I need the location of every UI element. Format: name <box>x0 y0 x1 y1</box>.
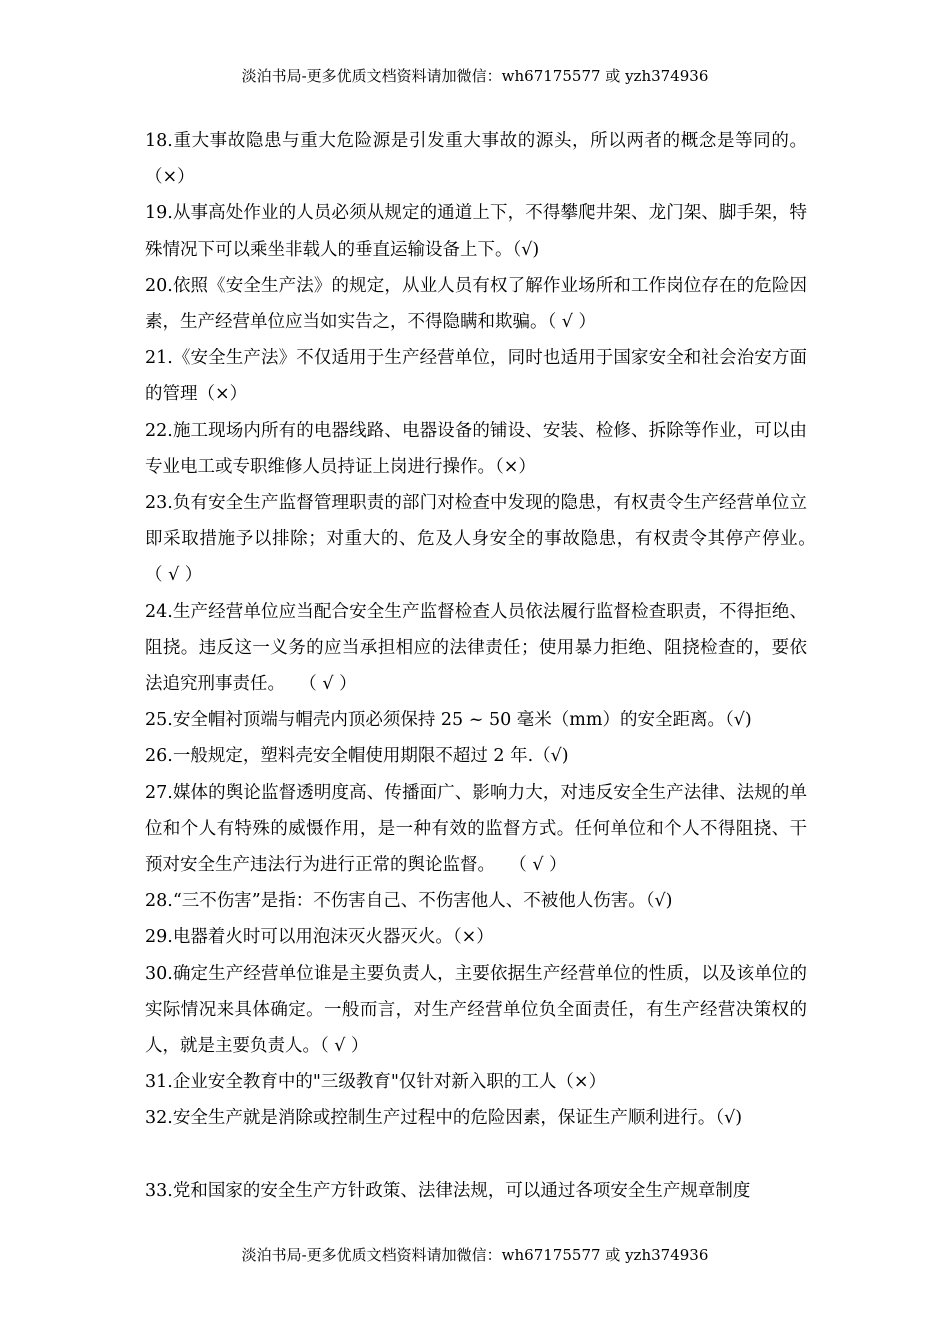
question-item: 29.电器着火时可以用泡沫灭火器灭火。（×） <box>145 927 494 948</box>
question-item: 33.党和国家的安全生产方针政策、法律法规，可以通过各项安全生产规章制度 <box>145 1180 751 1201</box>
question-item: 20.依照《安全生产法》的规定，从业人员有权了解作业场所和工作岗位存在的危险因素，生产经营单位应当如实告之，不得隐瞒和欺骗。（ √ ） <box>145 275 807 333</box>
question-item: 19.从事高处作业的人员必须从规定的通道上下，不得攀爬井架、龙门架、脚手架，特殊情况下可以乘坐非载人的垂直运输设备上下。（√) <box>145 203 807 260</box>
question-item: 32.安全生产就是消除或控制生产过程中的危险因素，保证生产顺利进行。（√) <box>145 1108 743 1129</box>
question-item: 18.重大事故隐患与重大危险源是引发重大事故的源头，所以两者的概念是等同的。（×） <box>145 131 807 188</box>
question-item: 28.“三不伤害”是指：不伤害自己、不伤害他人、不被他人伤害。（√) <box>145 891 673 912</box>
question-item: 27.媒体的舆论监督透明度高、传播面广、影响力大，对违反安全生产法律、法规的单位和个人有特殊的威慑作用，是一种有效的监督方式。任何单位和个人不得阻挠、干预对安全生产违法行为进行正常的舆论监督。 （ √ ） <box>145 782 807 876</box>
question-item: 23.负有安全生产监督管理职责的部门对检查中发现的隐患，有权责令生产经营单位立即采取措施予以排除；对重大的、危及人身安全的事故隐患，有权责令其停产停业。 （ √ ） <box>145 493 831 586</box>
question-item: 30.确定生产经营单位谁是主要负责人，主要依据生产经营单位的性质，以及该单位的实际情况来具体确定。一般而言，对生产经营单位负全面责任，有生产经营决策权的人，就是主要负责人。（ √ ） <box>145 963 807 1057</box>
page-footer: 淡泊书局-更多优质文档资料请加微信：wh67175577 或 yzh374936 <box>241 1246 709 1264</box>
question-item: 31.企业安全教育中的"三级教育"仅针对新入职的工人（×） <box>145 1072 607 1093</box>
paragraph-spacer <box>145 1137 807 1173</box>
question-item: 24.生产经营单位应当配合安全生产监督检查人员依法履行监督检查职责，不得拒绝、阻挠。违反这一义务的应当承担相应的法律责任；使用暴力拒绝、阻挠检查的，要依法追究刑事责任。 （ √ ） <box>145 601 807 695</box>
question-item: 26.一般规定，塑料壳安全帽使用期限不超过 2 年.（√) <box>145 746 569 767</box>
question-list <box>145 123 831 1209</box>
question-item: 22.施工现场内所有的电器线路、电器设备的铺设、安装、检修、拆除等作业，可以由专业电工或专职维修人员持证上岗进行操作。（×） <box>145 420 807 477</box>
question-item: 21.《安全生产法》不仅适用于生产经营单位，同时也适用于国家安全和社会治安方面的管理（×） <box>145 348 807 405</box>
page-header: 淡泊书局-更多优质文档资料请加微信：wh67175577 或 yzh374936 <box>241 67 709 85</box>
question-item: 25.安全帽衬顶端与帽壳内顶必须保持 25 ~ 50 毫米（mm）的安全距离。（√) <box>145 710 752 731</box>
